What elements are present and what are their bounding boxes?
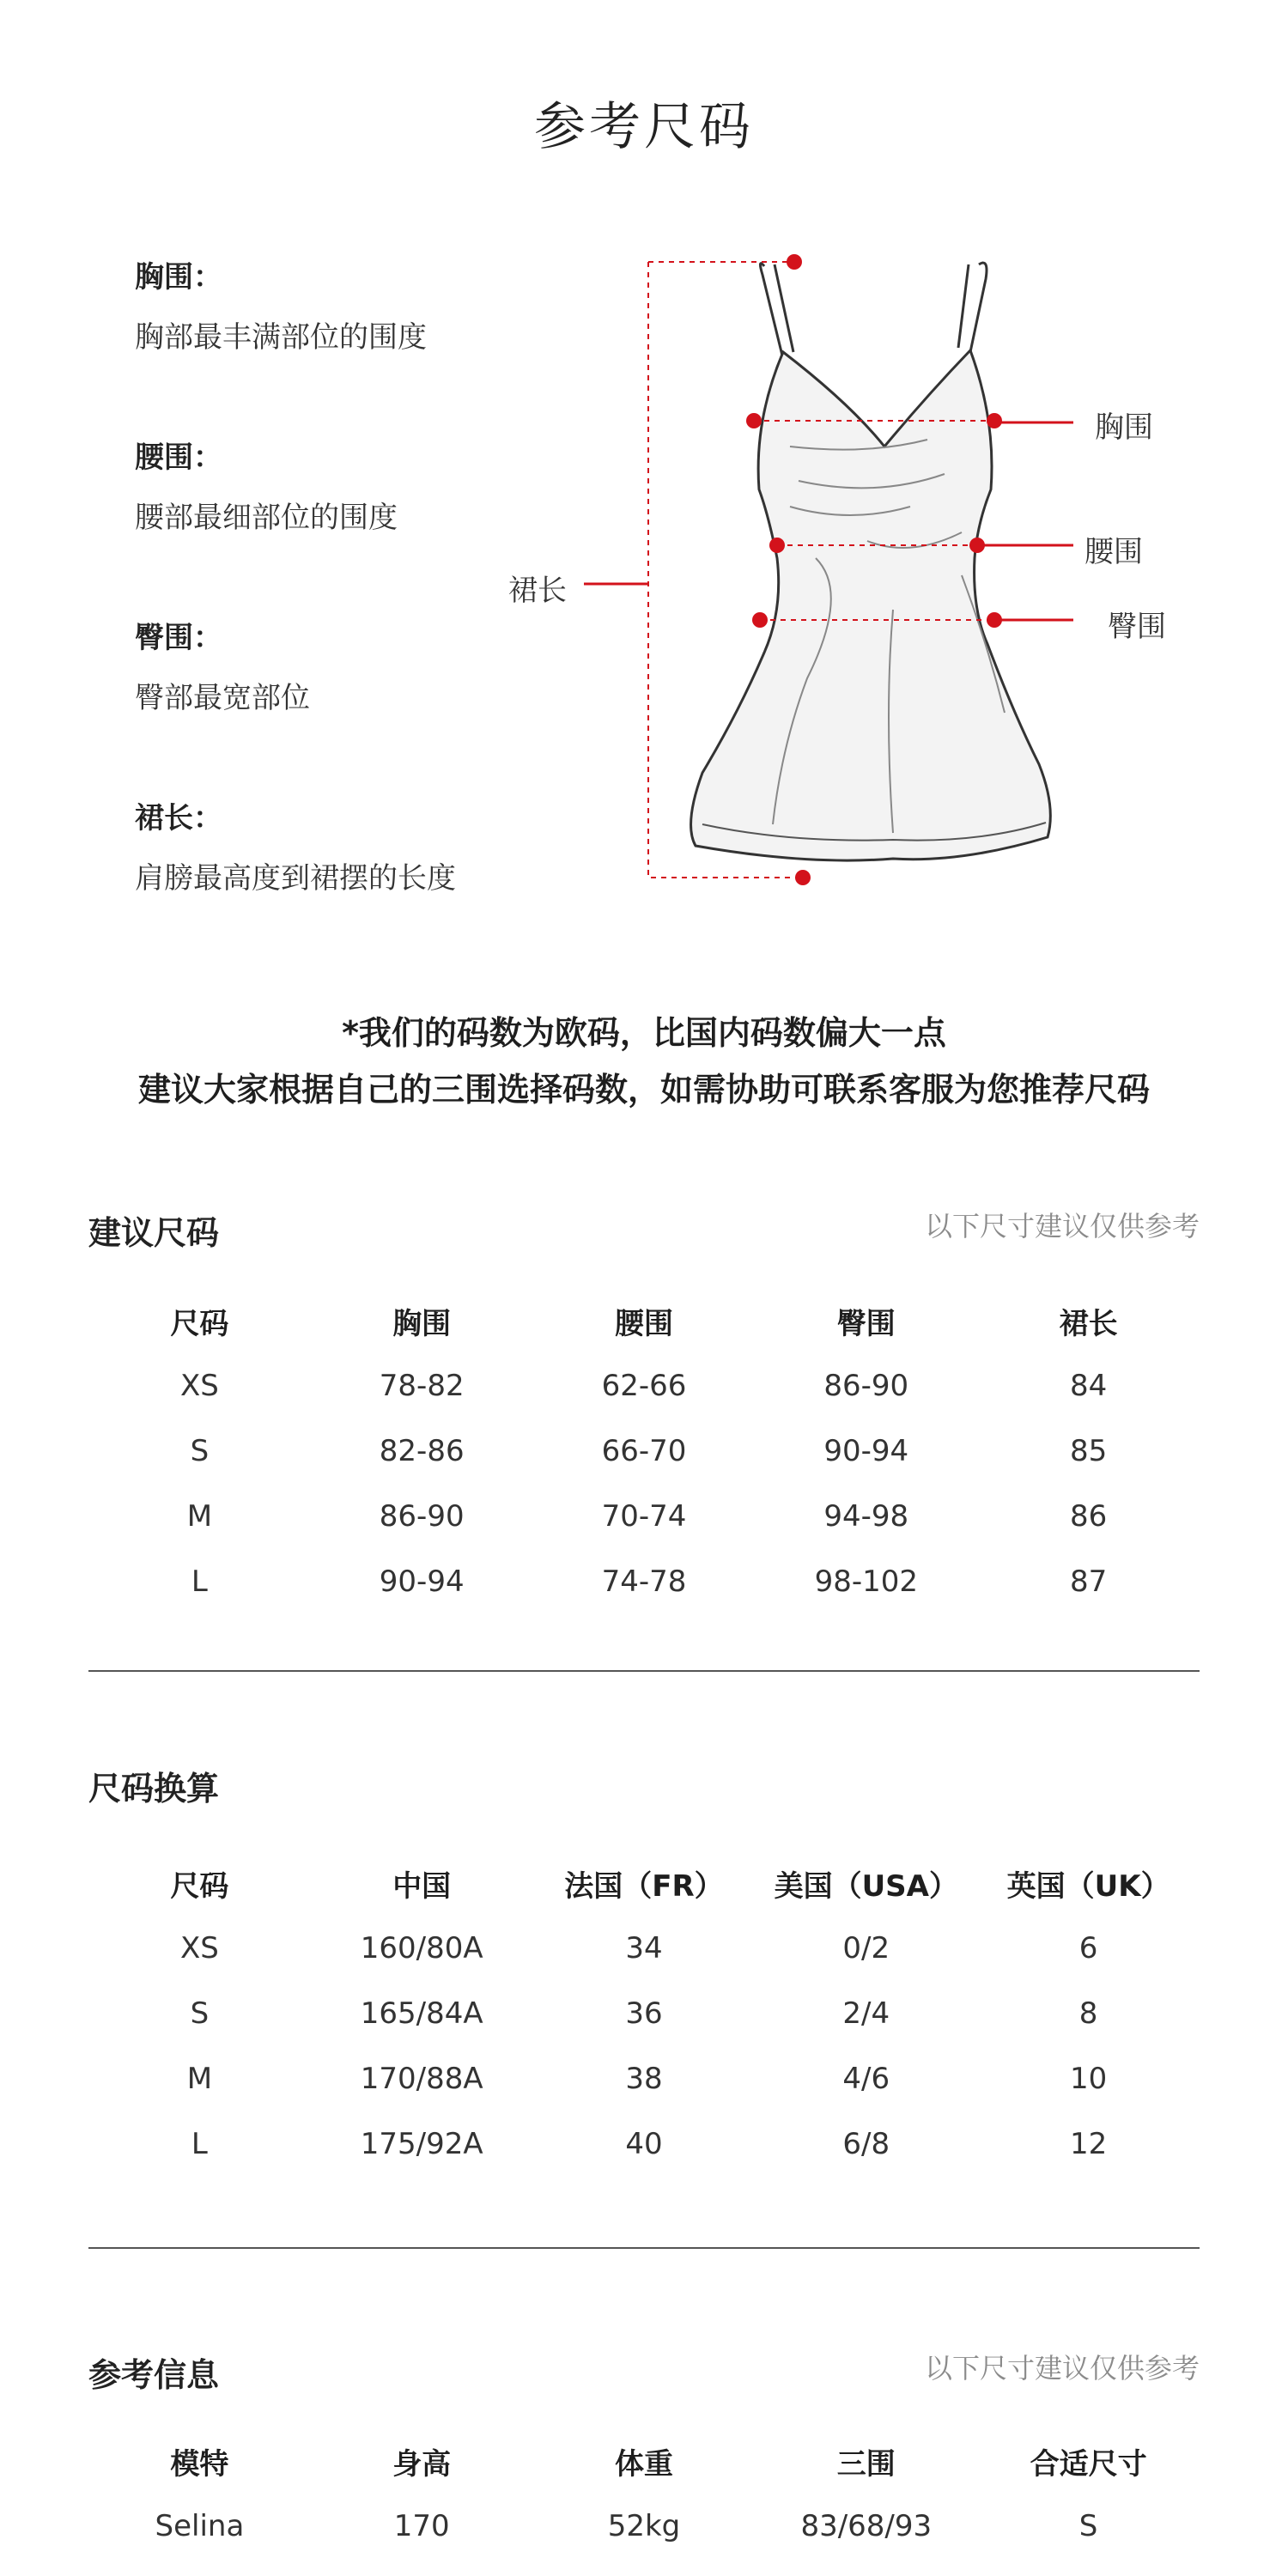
table-cell: 40 (625, 2127, 663, 2161)
reference-title: 参考信息 (88, 2356, 220, 2394)
notice-line-1: *我们的码数为欧码，比国内码数偏大一点 (342, 1014, 946, 1052)
table-cell: 160/80A (360, 1931, 483, 1965)
reference-note: 以下尺寸建议仅供参考 (924, 2352, 1200, 2385)
table-cell: 86-90 (823, 1369, 909, 1403)
table-row (88, 1353, 1200, 1419)
header-cell: 三围 (836, 2446, 896, 2482)
table-cell: Selina (155, 2509, 245, 2543)
table-cell: 86 (1069, 1499, 1108, 1534)
table-cell: 78-82 (379, 1369, 465, 1403)
table-cell: L (191, 1564, 208, 1599)
table-cell: 6/8 (842, 2127, 890, 2161)
table-header-row (88, 1288, 1200, 1353)
table-cell: 165/84A (360, 1996, 483, 2031)
table-cell: 90-94 (379, 1564, 465, 1599)
table-cell: 12 (1069, 2127, 1108, 2161)
page-title: 参考尺码 (534, 97, 754, 157)
table-cell: 82-86 (379, 1434, 465, 1468)
waist-title: 腰围： (135, 440, 222, 475)
diagram-label-bust: 胸围 (1095, 410, 1153, 445)
table-row (88, 1916, 1200, 1981)
table-row (88, 1981, 1200, 2046)
table-cell: L (191, 2127, 208, 2161)
header-cell: 合适尺寸 (1030, 2446, 1147, 2482)
table-cell: 2/4 (842, 1996, 890, 2031)
table-cell: 90-94 (823, 1434, 909, 1468)
table-cell: 170/88A (360, 2062, 483, 2096)
header-cell: 腰围 (614, 1306, 673, 1341)
hip-desc: 臀部最宽部位 (135, 681, 310, 715)
suggested-title: 建议尺码 (88, 1214, 220, 1252)
table-cell: XS (179, 1369, 219, 1403)
diagram-label-waist: 腰围 (1084, 535, 1143, 569)
table-cell: 10 (1069, 2062, 1108, 2096)
header-cell: 模特 (170, 2446, 229, 2482)
table-cell: 70-74 (601, 1499, 687, 1534)
hip-title: 臀围： (135, 621, 222, 655)
table-cell: 8 (1078, 1996, 1098, 2031)
table-header-row (88, 1850, 1200, 1916)
table-cell: 36 (625, 1996, 663, 2031)
header-cell: 胸围 (392, 1306, 452, 1341)
table-cell: 66-70 (601, 1434, 687, 1468)
diagram-label-length: 裙长 (508, 574, 567, 608)
header-cell: 裙长 (1059, 1306, 1118, 1341)
table-cell: 98-102 (814, 1564, 918, 1599)
length-desc: 肩膀最高度到裙摆的长度 (135, 861, 456, 896)
table-row (88, 2046, 1200, 2111)
table-cell: 84 (1069, 1369, 1108, 1403)
table-cell: 175/92A (360, 2127, 483, 2161)
table-cell: 6 (1078, 1931, 1098, 1965)
table-cell: 4/6 (842, 2062, 890, 2096)
reference-table (88, 2428, 1200, 2559)
table-cell: 86-90 (379, 1499, 465, 1534)
table-cell: 52kg (607, 2509, 681, 2543)
table-cell: S (190, 1996, 210, 2031)
table-cell: M (186, 2062, 213, 2096)
table-cell: 170 (393, 2509, 450, 2543)
length-title: 裙长： (135, 801, 222, 835)
table-cell: 74-78 (601, 1564, 687, 1599)
table-cell: 62-66 (601, 1369, 687, 1403)
header-cell: 美国（USA） (774, 1868, 958, 1904)
table-cell: 34 (625, 1931, 663, 1965)
table-cell: S (190, 1434, 210, 1468)
header-cell: 尺码 (170, 1306, 229, 1341)
header-cell: 身高 (392, 2446, 452, 2482)
header-cell: 臀围 (836, 1306, 896, 1341)
section-divider (88, 2247, 1200, 2249)
notice-line-2: 建议大家根据自己的三围选择码数，如需协助可联系客服为您推荐尺码 (137, 1071, 1150, 1109)
table-cell: S (1078, 2509, 1098, 2543)
header-cell: 尺码 (170, 1868, 229, 1904)
suggested-note: 以下尺寸建议仅供参考 (924, 1210, 1200, 1242)
waist-desc: 腰部最细部位的围度 (135, 501, 398, 535)
table-row (88, 2494, 1200, 2559)
section-divider (88, 1670, 1200, 1672)
table-cell: 38 (625, 2062, 663, 2096)
table-row (88, 1549, 1200, 1614)
table-row (88, 1484, 1200, 1549)
dress-straps (760, 263, 987, 359)
table-cell: 85 (1069, 1434, 1108, 1468)
diagram-label-hip: 臀围 (1108, 610, 1166, 644)
dress-diagram (481, 232, 1168, 902)
header-cell: 法国（FR） (564, 1868, 724, 1904)
header-cell: 中国 (392, 1868, 452, 1904)
table-cell: 0/2 (842, 1931, 890, 1965)
table-cell: 83/68/93 (800, 2509, 933, 2543)
suggested-table (88, 1288, 1200, 1614)
table-row (88, 1419, 1200, 1484)
bust-desc: 胸部最丰满部位的围度 (135, 320, 427, 355)
header-cell: 英国（UK） (1006, 1868, 1170, 1904)
header-cell: 体重 (614, 2446, 673, 2482)
conversion-table (88, 1850, 1200, 2177)
table-cell: XS (179, 1931, 219, 1965)
conversion-title: 尺码换算 (88, 1770, 220, 1807)
table-cell: M (186, 1499, 213, 1534)
bust-title: 胸围： (135, 260, 222, 295)
table-cell: 87 (1069, 1564, 1108, 1599)
table-header-row (88, 2428, 1200, 2494)
table-row (88, 2111, 1200, 2177)
table-cell: 94-98 (823, 1499, 909, 1534)
